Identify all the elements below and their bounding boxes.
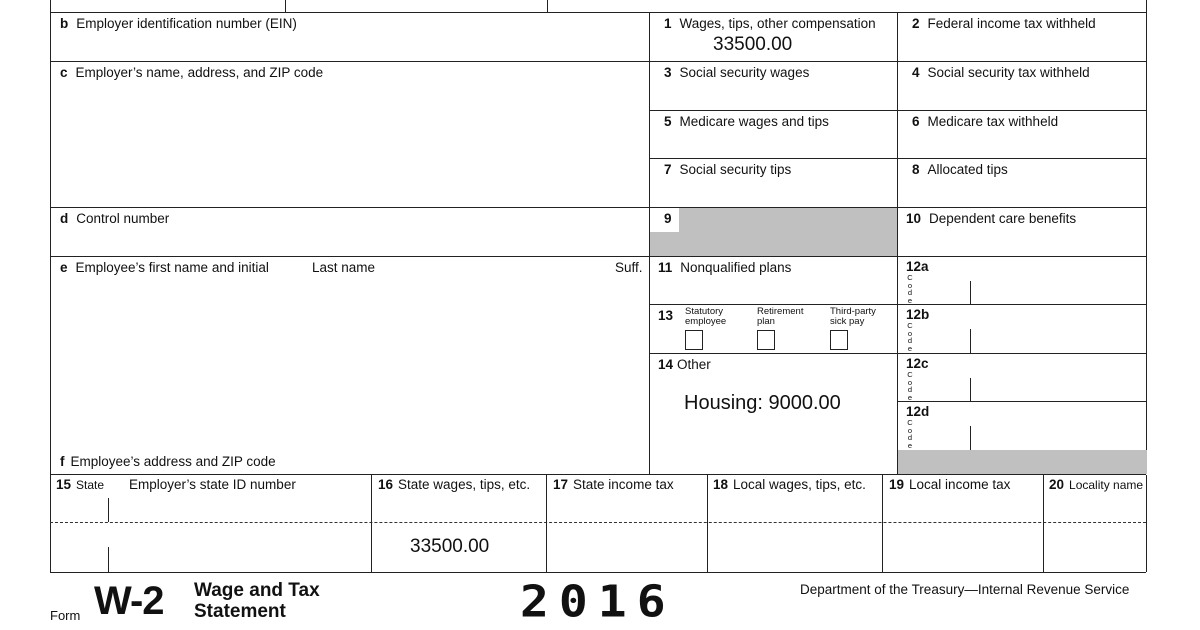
box-b-letter: b — [60, 16, 69, 31]
box-2-num: 2 — [912, 16, 920, 31]
form-right-border — [1146, 0, 1147, 465]
box-8[interactable] — [898, 158, 1146, 207]
box-12-shading — [898, 450, 1147, 474]
box-f-label: Employee’s address and ZIP code — [70, 454, 276, 469]
box-e-label: Employee’s first name and initial — [75, 260, 269, 275]
box-6-label: Medicare tax withheld — [927, 114, 1059, 129]
third-party-sick-pay-checkbox[interactable] — [830, 330, 848, 350]
box-6[interactable] — [898, 110, 1146, 158]
box-6-num: 6 — [912, 114, 920, 129]
form-title-line1: Wage and Tax — [194, 580, 320, 601]
box-11[interactable] — [650, 256, 897, 304]
form-right-border-lower — [1146, 475, 1147, 572]
box-4-label: Social security tax withheld — [927, 65, 1090, 80]
statutory-employee-label: Statutory employee — [685, 306, 727, 327]
box-1-label: Wages, tips, other compensation — [679, 16, 876, 31]
box-17-label: 17 State income tax — [553, 477, 674, 492]
box-e-last-name: Last name — [312, 260, 376, 275]
box-c-letter: c — [60, 65, 68, 80]
box-e[interactable] — [50, 256, 649, 474]
box-2-label: Federal income tax withheld — [927, 16, 1096, 31]
box-11-label: Nonqualified plans — [680, 260, 792, 275]
box-12d-code: C o d e — [907, 418, 913, 450]
box-12b-num: 12b — [906, 307, 930, 322]
box-12a[interactable] — [898, 256, 1146, 304]
box-14-value: Housing: 9000.00 — [684, 392, 841, 414]
box-12b-code: C o d e — [907, 321, 913, 353]
box-4[interactable] — [898, 61, 1146, 110]
retirement-plan-checkbox[interactable] — [757, 330, 775, 350]
box-5-label: Medicare wages and tips — [679, 114, 829, 129]
box-16-label: 16 State wages, tips, etc. — [378, 477, 531, 492]
box-5[interactable] — [650, 110, 897, 158]
box-15-label: 15 State — [56, 477, 105, 492]
box-d[interactable] — [50, 207, 649, 256]
box-1-num: 1 — [664, 16, 672, 31]
box-5-num: 5 — [664, 114, 672, 129]
box-b[interactable] — [50, 12, 649, 61]
box-16-value: 33500.00 — [410, 536, 490, 557]
state-row-dashed-separator — [50, 522, 1146, 523]
box-12c-code: C o d e — [907, 370, 913, 402]
box-12a-code: C o d e — [907, 273, 913, 305]
box-12c-code-divider — [970, 378, 971, 402]
box-18-label: 18 Local wages, tips, etc. — [713, 477, 866, 492]
col-divider-18 — [707, 474, 708, 572]
box-c[interactable] — [50, 61, 649, 207]
tax-year: 2016 — [520, 576, 676, 628]
box-10-num: 10 — [906, 211, 922, 226]
box-12d[interactable] — [898, 401, 1146, 450]
retirement-plan-label: Retirement plan — [757, 306, 804, 327]
box-13 — [650, 304, 897, 353]
box-f-letter: f — [60, 454, 65, 469]
box-8-num: 8 — [912, 162, 920, 177]
col-divider-19 — [882, 474, 883, 572]
box-12d-code-divider — [970, 426, 971, 451]
box-e-suffix: Suff. — [615, 260, 643, 275]
col-divider-17 — [546, 474, 547, 572]
form-title — [194, 580, 320, 622]
box-3-label: Social security wages — [679, 65, 810, 80]
box-9-num: 9 — [664, 211, 672, 226]
top-divider-1 — [285, 0, 286, 12]
box-12b-code-divider — [970, 329, 971, 354]
box-19-label: 19 Local income tax — [889, 477, 1011, 492]
box-12c[interactable] — [898, 353, 1146, 401]
box-7-num: 7 — [664, 162, 672, 177]
col-divider-16 — [371, 474, 372, 572]
agency-name: Department of the Treasury—Internal Revenue Service — [800, 582, 1130, 597]
third-party-sick-pay-label: Third-party sick pay — [830, 306, 876, 327]
box-9-shading-bottom — [650, 232, 897, 257]
box-14[interactable] — [650, 353, 897, 474]
statutory-employee-checkbox[interactable] — [685, 330, 703, 350]
box-9 — [650, 207, 897, 256]
box-1[interactable] — [650, 12, 897, 61]
box-15-state-id-label: Employer’s state ID number — [129, 477, 296, 492]
box-12c-num: 12c — [906, 356, 929, 371]
box-1-value: 33500.00 — [713, 34, 793, 55]
state-id-divider-top — [108, 498, 109, 522]
box-8-label: Allocated tips — [927, 162, 1008, 177]
box-b-label: Employer identification number (EIN) — [76, 16, 297, 31]
form-bottom-border — [50, 572, 1146, 573]
box-3[interactable] — [650, 61, 897, 110]
box-c-label: Employer’s name, address, and ZIP code — [75, 65, 324, 80]
box-12a-num: 12a — [906, 259, 929, 274]
box-14-label: Other — [677, 357, 711, 372]
box-10-label: Dependent care benefits — [929, 211, 1077, 226]
box-12b[interactable] — [898, 304, 1146, 353]
box-11-num: 11 — [658, 260, 673, 275]
state-id-divider-bottom — [108, 547, 109, 572]
box-20-label: 20 Locality name — [1049, 477, 1144, 492]
form-title-line2: Statement — [194, 601, 286, 622]
box-10[interactable] — [898, 207, 1146, 256]
box-13-num: 13 — [658, 308, 674, 323]
box-2[interactable] — [898, 12, 1146, 61]
box-7-label: Social security tips — [679, 162, 792, 177]
box-12d-num: 12d — [906, 404, 930, 419]
box-3-num: 3 — [664, 65, 672, 80]
col-divider-20 — [1043, 474, 1044, 572]
box-d-label: Control number — [76, 211, 170, 226]
box-e-letter: e — [60, 260, 68, 275]
form-code: W-2 — [94, 579, 164, 623]
box-d-letter: d — [60, 211, 69, 226]
form-word: Form — [50, 608, 81, 623]
box-12a-code-divider — [970, 281, 971, 305]
box-4-num: 4 — [912, 65, 920, 80]
top-divider-2 — [547, 0, 548, 12]
box-14-num: 14 — [658, 357, 674, 372]
w2-form — [50, 0, 1146, 572]
box-7[interactable] — [650, 158, 897, 207]
